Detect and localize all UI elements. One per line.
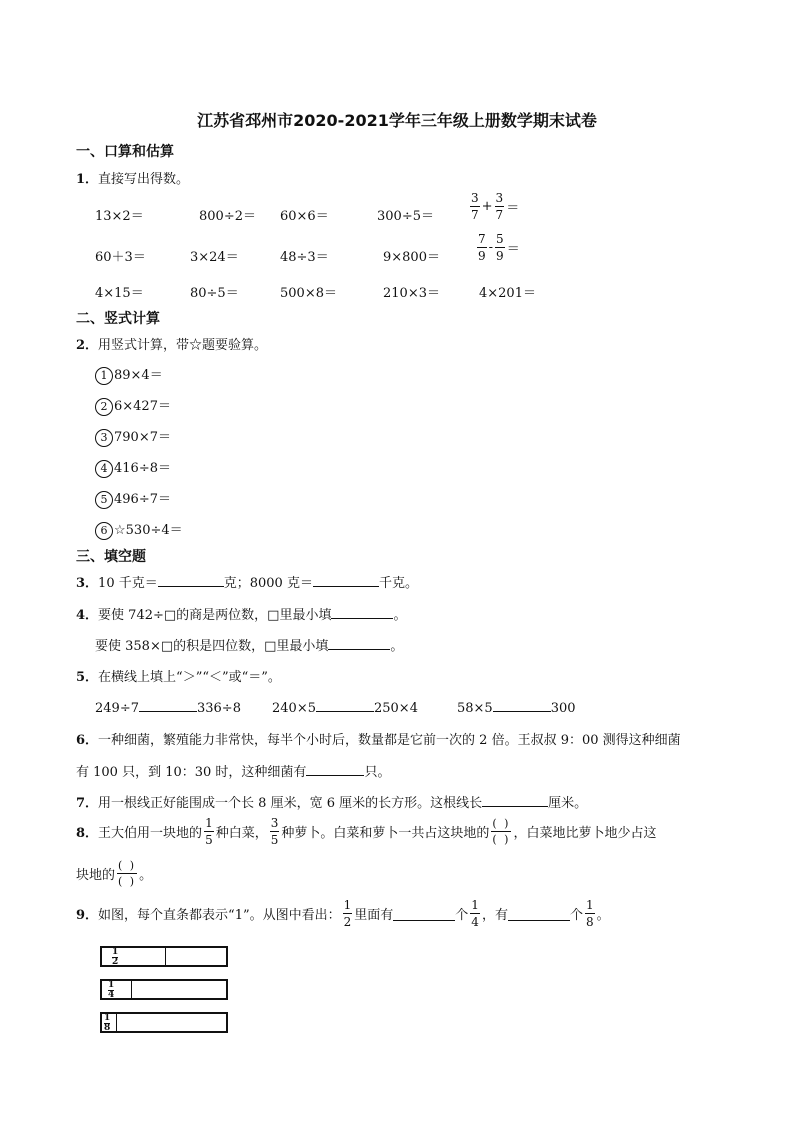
fraction-bar-quarters <box>100 979 228 1000</box>
answer-blank[interactable] <box>331 605 393 619</box>
question-8-line-2: 块地的 $\frac{( )}{( )}$ 。 <box>76 859 153 888</box>
fraction: $\frac{3}{5}$ <box>270 816 279 847</box>
section-heading-vertical-calc: 二、竖式计算 <box>76 311 160 327</box>
calc-item: 300÷5＝ <box>377 209 434 224</box>
answer-blank[interactable] <box>508 907 570 921</box>
circled-number: 6 <box>95 522 113 540</box>
question-3: 3．10 千克＝ 克；8000 克＝ 千克。 <box>76 572 418 591</box>
calc-item: 13×2＝ <box>95 209 144 224</box>
bar-segment-label: 1 8 <box>104 1013 111 1033</box>
page-title: 江苏省邳州市2020-2021学年三年级上册数学期末试卷 <box>197 111 597 130</box>
question-4-line-2: 要使 358×□的积是四位数，□里最小填 。 <box>95 635 403 654</box>
section-heading-oral-calc: 一、口算和估算 <box>76 144 174 160</box>
answer-blank[interactable] <box>306 762 364 776</box>
question-text: 用竖式计算，带☆题要验算。 <box>98 338 268 353</box>
question-6-line-2: 有 100 只，到 10：30 时，这种细菌有 只。 <box>76 761 390 780</box>
question-1-prompt <box>76 168 189 187</box>
fraction: $\frac{1}{5}$ <box>205 816 213 847</box>
compare-item: 249÷7 336÷8 <box>95 698 241 716</box>
calc-item: 4×15＝ <box>95 286 144 301</box>
fraction-calc-item: $\frac{7}{9}$ - $\frac{5}{9}$ ＝ <box>478 232 520 263</box>
vertical-calc-item: 4 416÷8＝ <box>95 457 171 478</box>
answer-blank[interactable] <box>139 698 197 712</box>
question-number: 5． <box>76 670 99 685</box>
fraction-bar-eighths <box>100 1012 228 1033</box>
question-number: 8． <box>76 826 99 841</box>
question-4-line-1: 4．要使 742÷□的商是两位数，□里最小填 。 <box>76 604 406 623</box>
question-7: 7．用一根线正好能围成一个长 8 厘米，宽 6 厘米的长方形。这根线长 厘米。 <box>76 792 587 811</box>
fraction: $\frac{3}{7}$ <box>495 191 504 222</box>
bar-segment-label: 1 4 <box>108 980 115 1000</box>
bar-segment <box>102 981 132 998</box>
fraction: $\frac{1}{2}$ <box>343 898 352 929</box>
section-heading-fill-blank: 三、填空题 <box>76 549 146 565</box>
question-9: 9．如图，每个直条都表示“1”。从图中看出： $\frac{1}{2}$ 里面有 个 $\frac{1}{4}$ ，有 个 $\frac{1}{8}$ 。 <box>76 898 610 929</box>
bar-segment-label: 1 2 <box>112 947 119 967</box>
answer-fraction-blank[interactable]: $\frac{( )}{( )}$ <box>118 859 137 888</box>
answer-blank[interactable] <box>316 698 374 712</box>
question-8-line-1: 8．王大伯用一块地的 $\frac{1}{5}$ 种白菜， $\frac{3}{5}$ 种萝卜。白菜和萝卜一共占这块地的 $\frac{( )}{( )}$ ，白菜地比萝卜地少占这 <box>76 816 657 847</box>
fraction: $\frac{1}{4}$ <box>471 898 479 929</box>
circled-number: 3 <box>95 429 113 447</box>
circled-number: 1 <box>95 367 113 385</box>
circled-number: 5 <box>95 491 113 509</box>
question-5-prompt: 5．在横线上填上“＞”“＜”或“＝”。 <box>76 670 281 685</box>
question-number: 9． <box>76 908 99 923</box>
vertical-calc-item: 3 790×7＝ <box>95 426 171 447</box>
calc-item: 210×3＝ <box>383 286 440 301</box>
answer-blank[interactable] <box>493 698 551 712</box>
question-2-prompt <box>76 334 267 353</box>
question-number: 6． <box>76 733 99 748</box>
fraction-calc-item: $\frac{3}{7}$ + $\frac{3}{7}$ ＝ <box>471 191 520 222</box>
question-6-line-1: 6．一种细菌，繁殖能力非常快，每半个小时后，数量都是它前一次的 2 倍。王叔叔 9：00 测得这种细菌 <box>76 733 681 748</box>
calc-item: 9×800＝ <box>383 250 440 265</box>
answer-fraction-blank[interactable]: $\frac{( )}{( )}$ <box>492 817 511 846</box>
calc-item: 500×8＝ <box>280 286 337 301</box>
calc-item: 48÷3＝ <box>280 250 329 265</box>
fraction: $\frac{3}{7}$ <box>471 191 479 222</box>
vertical-calc-item: 5 496÷7＝ <box>95 488 171 509</box>
answer-blank[interactable] <box>158 573 224 587</box>
question-number: 2． <box>76 338 99 353</box>
calc-item: 3×24＝ <box>190 250 239 265</box>
circled-number: 2 <box>95 398 113 416</box>
question-number: 1． <box>76 172 99 187</box>
calc-item: 60×6＝ <box>280 209 329 224</box>
question-text: 直接写出得数。 <box>98 172 190 187</box>
vertical-calc-item: 2 6×427＝ <box>95 395 171 416</box>
fraction: $\frac{7}{9}$ <box>478 232 486 263</box>
answer-blank[interactable] <box>313 573 379 587</box>
calc-item: 800÷2＝ <box>199 209 256 224</box>
question-number: 3． <box>76 576 99 591</box>
answer-blank[interactable] <box>328 636 390 650</box>
circled-number: 4 <box>95 460 113 478</box>
calc-item: 80÷5＝ <box>190 286 239 301</box>
answer-blank[interactable] <box>393 907 455 921</box>
fraction-bar-halves <box>100 946 228 967</box>
compare-item: 240×5 250×4 <box>272 698 418 716</box>
fraction: $\frac{5}{9}$ <box>496 232 504 263</box>
fraction: $\frac{1}{8}$ <box>585 898 594 929</box>
question-number: 4． <box>76 608 99 623</box>
vertical-calc-item: 6 ☆530÷4＝ <box>95 519 183 540</box>
answer-blank[interactable] <box>482 793 548 807</box>
calc-item: 4×201＝ <box>479 286 536 301</box>
compare-item: 58×5 300 <box>457 698 576 716</box>
question-number: 7． <box>76 796 99 811</box>
vertical-calc-item: 1 89×4＝ <box>95 364 163 385</box>
calc-item: 60＋3＝ <box>95 250 146 265</box>
